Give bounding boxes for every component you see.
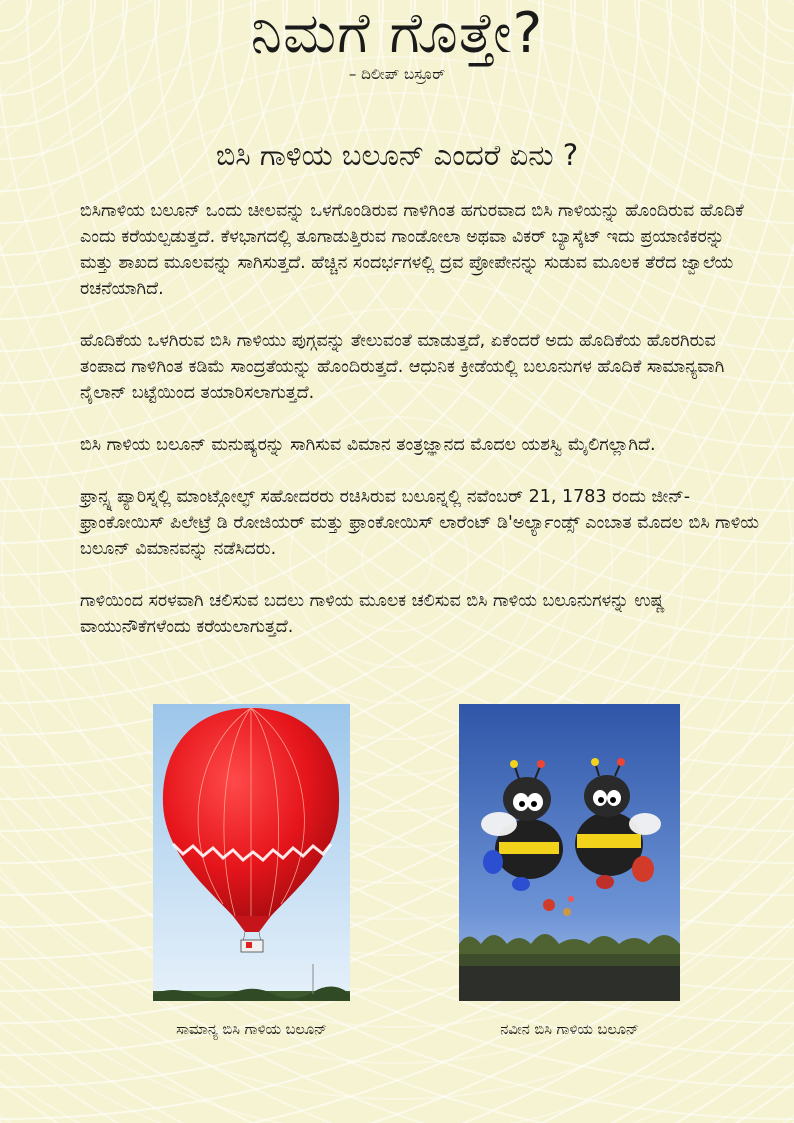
author-byline: – ದಿಲೀಪ್ ಬಸ್ರೂರ್ (348, 65, 446, 83)
bee-balloons-photo (459, 704, 680, 1001)
figure-caption: ನವೀನ ಬಿಸಿ ಗಾಳಿಯ ಬಲೂನ್ (500, 1022, 639, 1038)
figure-modern-balloon (459, 704, 680, 1039)
page-title: ನಿಮಗೆ ಗೊತ್ತೇ? (250, 1, 544, 66)
paragraph: ಬಿಸಿ ಗಾಳಿಯ ಬಲೂನ್ ಮನುಷ್ಯರನ್ನು ಸಾಗಿಸುವ ವಿಮಾನ ತಂತ್ರಜ್ಞಾನದ ಮೊದಲ ಯಶಸ್ವಿ ಮೈಲಿಗಲ್ಲಾಗಿದೆ. (80, 435, 656, 455)
article-title: ಬಿಸಿ ಗಾಳಿಯ ಬಲೂನ್ ಎಂದರೆ ಏನು ? (215, 138, 579, 172)
figure-classic-balloon (153, 704, 350, 1039)
classic-balloon-photo (153, 704, 350, 1001)
article-body (80, 198, 760, 666)
paragraph: ಬಿಸಿಗಾಳಿಯ ಬಲೂನ್ ಒಂದು ಚೀಲವನ್ನು ಒಳಗೊಂಡಿರುವ ಗಾಳಿಗಿಂತ ಹಗುರವಾದ ಬಿಸಿ ಗಾಳಿಯನ್ನು ಹೊಂದಿರುವ ಹೊದಿಕೆ ಎಂದು ಕರೆಯಲ್ಪಡುತ್ತದೆ. ಕೆಳಭಾಗದಲ್ಲಿ ತೂಗಾಡುತ್ತಿರುವ ಗಾಂಡೋಲಾ ಅಥವಾ ವಿಕರ್ ಬ್ಯಾಸ್ಕೆಟ್ ಇದು ಪ್ರಯಾಣಿಕರನ್ನು ಮತ್ತು ಶಾಖದ ಮೂಲವನ್ನು ಸಾಗಿಸುತ್ತದೆ. ಹೆಚ್ಚಿನ ಸಂದರ್ಭಗಳಲ್ಲಿ ದ್ರವ ಪ್ರೋಪೇನನ್ನು ಸುಡುವ ಮೂಲಕ ತೆರೆದ ಜ್ವಾಲೆಯ ರಚನೆಯಾಗಿದೆ. (80, 201, 744, 299)
paragraph: ಫ್ರಾನ್ಸ್ನ ಪ್ಯಾರಿಸ್ನಲ್ಲಿ ಮಾಂಟ್ಗೋಲ್ಫ್ ಸಹೋದರರು ರಚಿಸಿರುವ ಬಲೂನ್ನಲ್ಲಿ ನವೆಂಬರ್ 21, 1783 ರಂದು ಜೀನ್-ಫ್ರಾಂಕೋಯಿಸ್ ಪಿಲೇಟ್ರೆ ಡಿ ರೋಜಿಯರ್ ಮತ್ತು ಫ್ರಾಂಕೋಯಿಸ್ ಲಾರೆಂಟ್ ಡಿ'ಅರ್ಲ್ಯಾಂಡ್ಸ್ ಎಂಬಾತ ಮೊದಲ ಬಿಸಿ ಗಾಳಿಯ ಬಲೂನ್ ವಿಮಾನವನ್ನು ನಡೆಸಿದರು. (80, 487, 760, 559)
paragraph: ಹೊದಿಕೆಯ ಒಳಗಿರುವ ಬಿಸಿ ಗಾಳಿಯು ಪುಗ್ಗವನ್ನು ತೇಲುವಂತೆ ಮಾಡುತ್ತದೆ, ಏಕೆಂದರೆ ಅದು ಹೊದಿಕೆಯ ಹೊರಗಿರುವ ತಂಪಾದ ಗಾಳಿಗಿಂತ ಕಡಿಮೆ ಸಾಂದ್ರತೆಯನ್ನು ಹೊಂದಿರುತ್ತದೆ. ಆಧುನಿಕ ಕ್ರೀಡೆಯಲ್ಲಿ ಬಲೂನುಗಳ ಹೊದಿಕೆ ಸಾಮಾನ್ಯವಾಗಿ ನೈಲಾನ್ ಬಟ್ಟೆಯಿಂದ ತಯಾರಿಸಲಾಗುತ್ತದೆ. (80, 331, 725, 403)
figure-caption: ಸಾಮಾನ್ಯ ಬಿಸಿ ಗಾಳಿಯ ಬಲೂನ್ (176, 1022, 327, 1038)
paragraph: ಗಾಳಿಯಿಂದ ಸರಳವಾಗಿ ಚಲಿಸುವ ಬದಲು ಗಾಳಿಯ ಮೂಲಕ ಚಲಿಸುವ ಬಿಸಿ ಗಾಳಿಯ ಬಲೂನುಗಳನ್ನು ಉಷ್ಣ ವಾಯುನೌಕೆಗಳೆಂದು ಕರೆಯಲಾಗುತ್ತದೆ. (80, 591, 665, 637)
